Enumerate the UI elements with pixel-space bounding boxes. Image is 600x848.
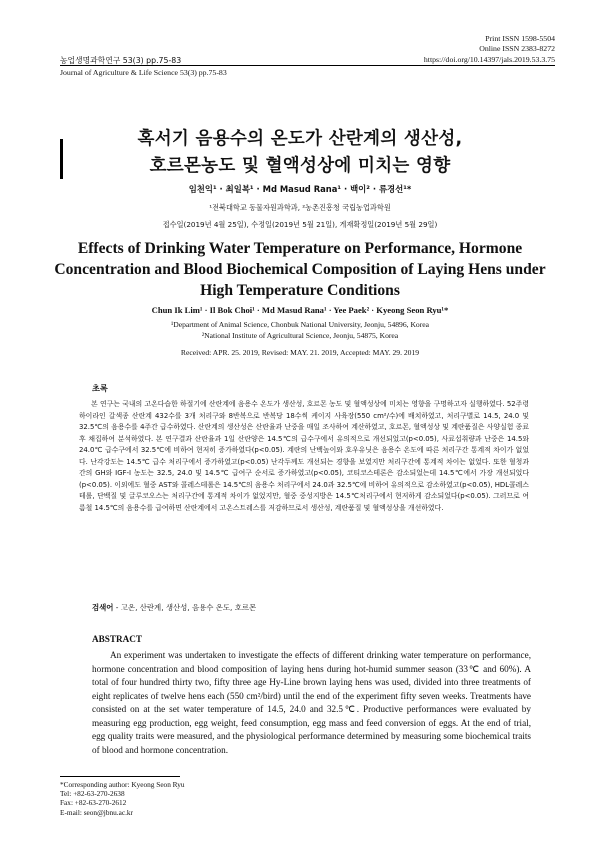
keywords-kr bbox=[92, 602, 256, 613]
abstract-en-heading: ABSTRACT bbox=[92, 634, 143, 644]
affiliation-en-line1: ¹Department of Animal Science, Chonbuk National University, Jeonju, 54896, Korea bbox=[170, 320, 430, 329]
title-en-line3: High Temperature Conditions bbox=[200, 282, 400, 299]
footnote bbox=[60, 780, 185, 817]
corresponding-author: *Corresponding author: Kyeong Seon Ryu bbox=[60, 780, 185, 789]
keywords-kr-text: - 고온, 산란계, 생산성, 음용수 온도, 호르몬 bbox=[115, 603, 257, 612]
email-link[interactable]: E-mail: seon@jbnu.ac.kr bbox=[60, 807, 133, 817]
title-kr-line1: 혹서기 음용수의 온도가 산란계의 생산성, bbox=[137, 129, 463, 149]
abstract-kr-body bbox=[79, 399, 529, 514]
print-issn: Print ISSN 1598-5504 bbox=[485, 34, 555, 43]
abstract-kr-paragraph: 본 연구는 국내의 고온다습한 하절기에 산란계에 음용수 온도가 생산성, 호르몬 농도 및 혈액성상에 미치는 영향을 구명하고자 실행하였다. 52주령 하이라인 갈색종 산란계 432수를 3개 처리구와 8반복으로 반복당 18수씩 케이지 사육장(550 cm²/수)에 배치하였고, 처리구별로 14.5, 24.0 및 32.5℃의 음용수를 4주간 급수하였다. 산란계의 생산성은 산란율과 난중을 매일 조사하여 계산하였고, 호르몬, 혈액성상 및 계란품질은 사양실험 종료 후 채집하여 분석하였다. 본 연구결과 산란율과 1일 산란양은 14.5℃의 급수구에서 유의적으로 개선되었고(p<0.05), 사료섭취량과 난중은 14.5와 24.0℃ 급수구에서 32.5℃에 비하여 현저히 증가하였다(p<0.05). 계란의 난백높이와 호우유닛은 음용수 온도에 따른 처리구간 통계적 차이가 없었다. 난각강도는 14.5℃ 급수 처리구에서 증가하였고(p<0.05) 난각두께도 개선되는 경향을 보였지만 처리구간에 통계적 차이는 없었다. 또한 혈청과 간의 GH와 IGF-I 농도는 32.5, 24.0 및 14.5℃ 급여구 순서로 증가하였고(p<0.05), 코티코스테론은 감소되었는데 14.5℃에서 가장 개선되었다(p<0.05). 이외에도 혈중 AST와 콜레스테롤은 14.5℃의 음용수 처리구에서 24.0과 32.5℃에 비하여 유의적으로 감소하였고(p<0.05), HDL콜레스테롤, 단백질 및 글루코오스는 처리구간에 통계적 차이가 없었지만, 혈중 중성지방은 14.5℃처리구에서 현저하게 감소되었다(p<0.05). 그러므로 여름철 14.5℃의 음용수를 급여하면 산란계에서 고온스트레스를 저감하므로서 생산성, 계란품질 및 혈액성상을 개선하였다. bbox=[79, 400, 529, 512]
dates-en: Received: APR. 25. 2019, Revised: MAY. 21. 2019, Accepted: MAY. 29. 2019 bbox=[180, 348, 420, 357]
tel: Tel: +82-63-270-2638 bbox=[60, 789, 125, 799]
fax: Fax: +82-63-270-2612 bbox=[60, 798, 127, 808]
authors-kr: 임천익¹ · 최일복¹ · Md Masud Rana¹ · 백이² · 류경선¹* bbox=[188, 184, 412, 194]
abstract-kr-heading: 초록 bbox=[92, 383, 108, 393]
header-rule bbox=[60, 65, 555, 66]
online-issn: Online ISSN 2383-8272 bbox=[479, 44, 555, 53]
dates-kr: 접수일(2019년 4월 25일), 수정일(2019년 5월 21일), 게재확정일(2019년 5월 29일) bbox=[162, 220, 438, 229]
title-kr-line2: 호르몬농도 및 혈액성상에 미치는 영향 bbox=[149, 156, 451, 176]
abstract-en-body bbox=[92, 649, 531, 757]
title-en-line1: Effects of Drinking Water Temperature on Performance, Hormone bbox=[77, 240, 523, 257]
affiliation-kr: ¹전북대학교 동물자원과학과, ²농촌진흥청 국립농업과학원 bbox=[209, 203, 391, 212]
title-en-line2: Concentration and Blood Biochemical Composition of Laying Hens under bbox=[54, 261, 546, 278]
authors-en: Chun Ik Lim¹ · Il Bok Choi¹ · Md Masud Rana¹ · Yee Paek² · Kyeong Seon Ryu¹* bbox=[151, 305, 449, 315]
doi-link[interactable]: https://doi.org/10.14397/jals.2019.53.3.75 bbox=[423, 55, 555, 64]
journal-kr: 농업생명과학연구 53(3) pp.75-83 bbox=[60, 56, 182, 65]
affiliation-en-line2: ²National Institute of Agricultural Science, Jeonju, 54875, Korea bbox=[201, 331, 399, 340]
footnote-rule bbox=[60, 776, 180, 777]
keywords-kr-label: 검색어 bbox=[92, 603, 114, 612]
journal-en: Journal of Agriculture & Life Science 53(3) pp.75-83 bbox=[60, 68, 227, 77]
abstract-en-paragraph: An experiment was undertaken to investigate the effects of different drinking water temperature on performance, hormone concentration and blood composition of laying hens during hot-humid summer season (33℃ and 60%). A total of four hundred thirty two, fifty three age Hy-Line brown laying hens was used, divided into three treatments of eight replicates of twelve hens each (550 cm²/bird) until the end of the experiment fifty seven weeks. Treatments have consisted on at the set water temperature of 14.5, 24.0 and 32.5℃. Productive performances were evaluated by measuring egg production, egg weight, feed consumption, egg mass and feed conversion of eggs. At the end of trial, egg quality traits were measured, and the physiological performance determined by measuring some biochemical traits of blood and hormone concentration. bbox=[92, 650, 531, 755]
